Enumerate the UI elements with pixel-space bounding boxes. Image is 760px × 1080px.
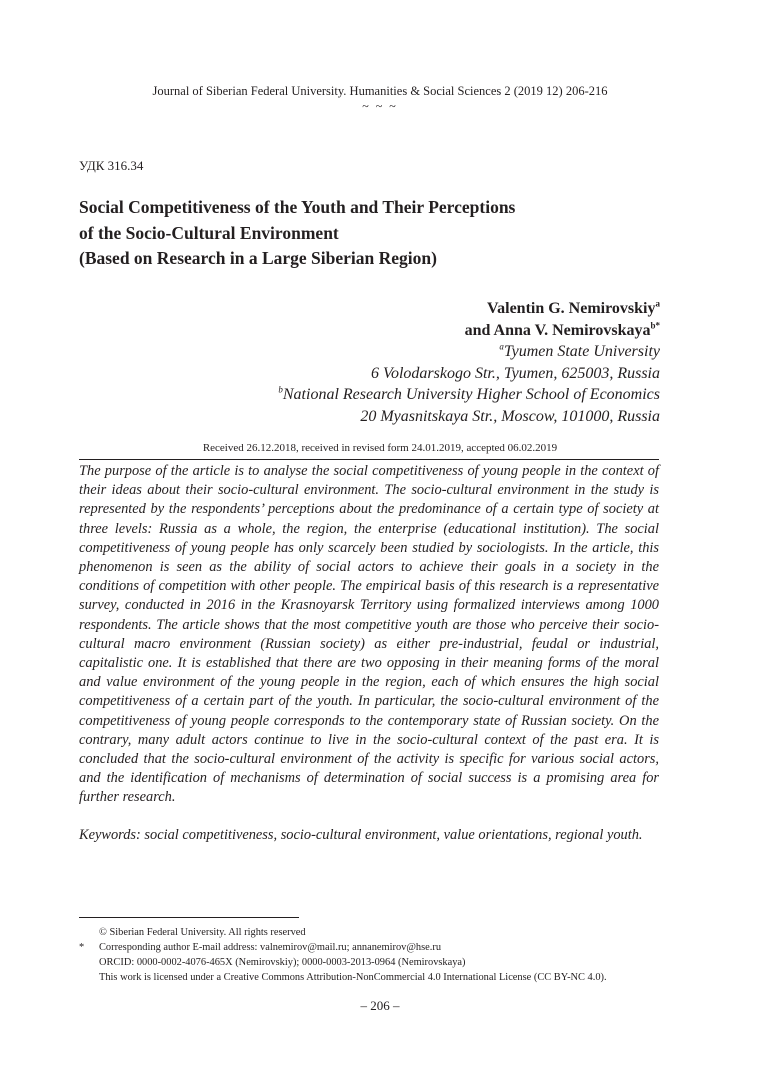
affiliation-b-address: 20 Myasnitskaya Str., Moscow, 101000, Russia [360, 407, 660, 425]
footnote-marker: * [79, 942, 85, 953]
affiliation-name: National Research University Higher School of Economics [282, 386, 660, 403]
affiliation-mark: a [655, 298, 660, 309]
received-dates: Received 26.12.2018, received in revised form 24.01.2019, accepted 06.02.2019 [202, 442, 558, 454]
author-line-2 [278, 320, 660, 342]
orcid-text: ORCID: 0000-0002-4076-465X (Nemirovskiy); 0000-0003-2013-0964 (Nemirovskaya) [99, 957, 466, 968]
affiliation-b [278, 384, 660, 406]
license-text: This work is licensed under a Creative Commons Attribution-NonCommercial 4.0 International License (CC BY-NC 4.0). [99, 972, 607, 983]
title-line: (Based on Research in a Large Siberian Region) [79, 248, 437, 268]
footnote-corresponding [79, 940, 679, 955]
affiliation-name: Tyumen State University [503, 343, 660, 360]
abstract-divider [79, 459, 659, 460]
corresponding-author-text: Corresponding author E-mail address: valnemirov@mail.ru; annanemirov@hse.ru [99, 942, 442, 953]
footnote-divider [79, 917, 299, 918]
footnote-copyright [79, 925, 679, 940]
abstract-text: The purpose of the article is to analyse the social competitiveness of young people in the context of their ideas about their socio-cultural environment. The socio-cultural environment in the study is represented by the respondents’ perceptions about the predominance of a certain type of society at three levels: Russia as a whole, the region, the enterprise (educational institution). The social competitiveness of young people has only scarcely been studied by sociologists. In the article, this phenomenon is seen as the ability of social actors to achieve their goals in a society in the conditions of competition with other people. The empirical basis of this research is a representative survey, conducted in 2016 in the Krasnoyarsk Territory using formalized interviews among 1000 respondents. The article shows that the most competitive youth are those who perceive their socio-cultural macro environment (Russian society) as either pre-industrial, feudal or industrial, capitalistic one. It is established that there are two opposing in their meaning forms of the moral and value environment of the young people in the region, each of which ensures the high social competitiveness of a certain part of the youth. In particular, the socio-cultural environment of the competitiveness of young people corresponds to the contemporary state of Russian society. On the contrary, many adult actors continue to live in the socio-cultural context of the past era. It is concluded that the socio-cultural environment of the activity is specific for various social actors, and the identification of mechanisms of determination of social success is a promising area for further research. [79, 463, 659, 806]
footnotes [79, 925, 679, 985]
keywords-text: Keywords: social competitiveness, socio-cultural environment, value orientations, regional youth. [79, 827, 643, 843]
article-title [79, 195, 679, 272]
journal-header: Journal of Siberian Federal University. Humanities & Social Sciences 2 (2019 12) 206-216 [152, 84, 608, 98]
affiliation-mark: b [278, 384, 283, 395]
author-name: and Anna V. Nemirovskaya [464, 321, 651, 339]
title-line: of the Socio-Cultural Environment [79, 222, 339, 243]
footnote-license [79, 970, 679, 985]
affiliation-a-address: 6 Volodarskogo Str., Tyumen, 625003, Russia [370, 364, 660, 382]
affiliation-mark: a [499, 341, 504, 352]
copyright-text: © Siberian Federal University. All rights reserved [99, 927, 306, 938]
title-line: Social Competitiveness of the Youth and Their Perceptions [79, 197, 516, 217]
page-number: – 206 – [360, 998, 400, 1013]
footnote-orcid [79, 955, 679, 970]
author-block [278, 298, 660, 427]
affiliation-a [278, 341, 660, 363]
author-name: Valentin G. Nemirovskiy [487, 300, 656, 317]
udk-code: УДК 316.34 [79, 158, 144, 173]
header-separator: ~ ~ ~ [362, 99, 398, 113]
affiliation-mark: b* [650, 320, 660, 331]
author-line-1 [278, 298, 660, 320]
